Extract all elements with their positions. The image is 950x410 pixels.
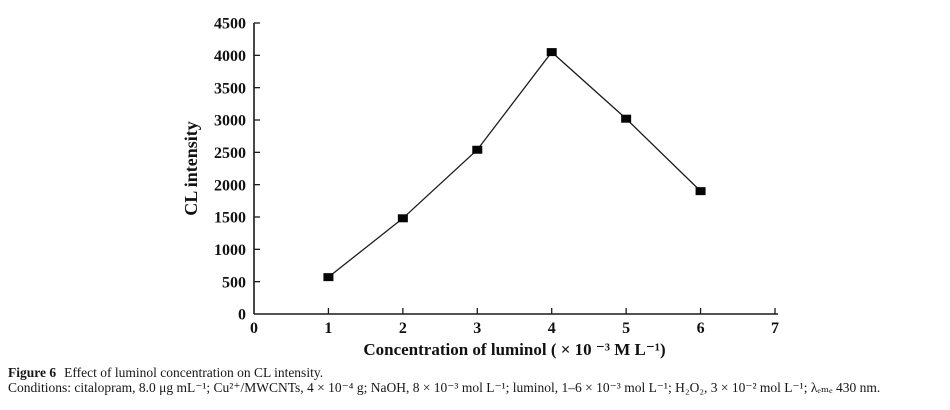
caption-conditions-line: Conditions: citalopram, 8.0 μg mL⁻¹; Cu²⁺/MWCNTs, 4 × 10⁻⁴ g; NaOH, 8 × 10⁻³ mol L⁻¹; luminol, 1–6 × 10⁻³ mol L⁻¹; H₂O₂, 3 × 10⁻² mol L⁻¹; λₑₘₑ 430 nm. [8,380,881,396]
x-tick-label: 7 [771,320,779,337]
figure-caption [8,366,946,396]
y-tick-label: 2000 [214,177,246,195]
x-tick-label: 1 [324,320,333,337]
y-tick-label: 3500 [214,80,246,98]
y-tick-label: 0 [238,306,246,324]
data-point-marker [621,115,631,123]
data-point-marker [398,214,408,222]
data-point-marker [323,273,333,281]
y-tick-label: 2500 [214,144,246,162]
y-tick-label: 3000 [214,112,246,130]
data-point-marker [696,187,706,195]
y-tick-label: 4000 [214,47,246,65]
x-tick-label: 6 [696,320,705,337]
data-line [328,52,700,277]
x-tick-label: 4 [547,320,556,337]
x-axis-title: Concentration of luminol ( × 10 ⁻³ M L⁻¹) [363,340,666,359]
x-tick-label: 3 [473,320,482,337]
y-axis-title: CL intensity [181,121,201,216]
caption-title-line [8,366,946,380]
data-point-marker [472,146,482,154]
y-tick-label: 500 [222,274,246,292]
x-tick-label: 0 [250,320,258,337]
y-tick-label: 1500 [214,209,246,227]
data-point-marker [547,48,557,56]
y-tick-label: 4500 [214,15,246,33]
figure-label: Figure 6 [8,365,57,380]
figure-title: Effect of luminol concentration on CL intensity. [64,365,324,380]
x-tick-label: 2 [398,320,407,337]
y-tick-label: 1000 [214,241,246,259]
x-tick-label: 5 [622,320,631,337]
